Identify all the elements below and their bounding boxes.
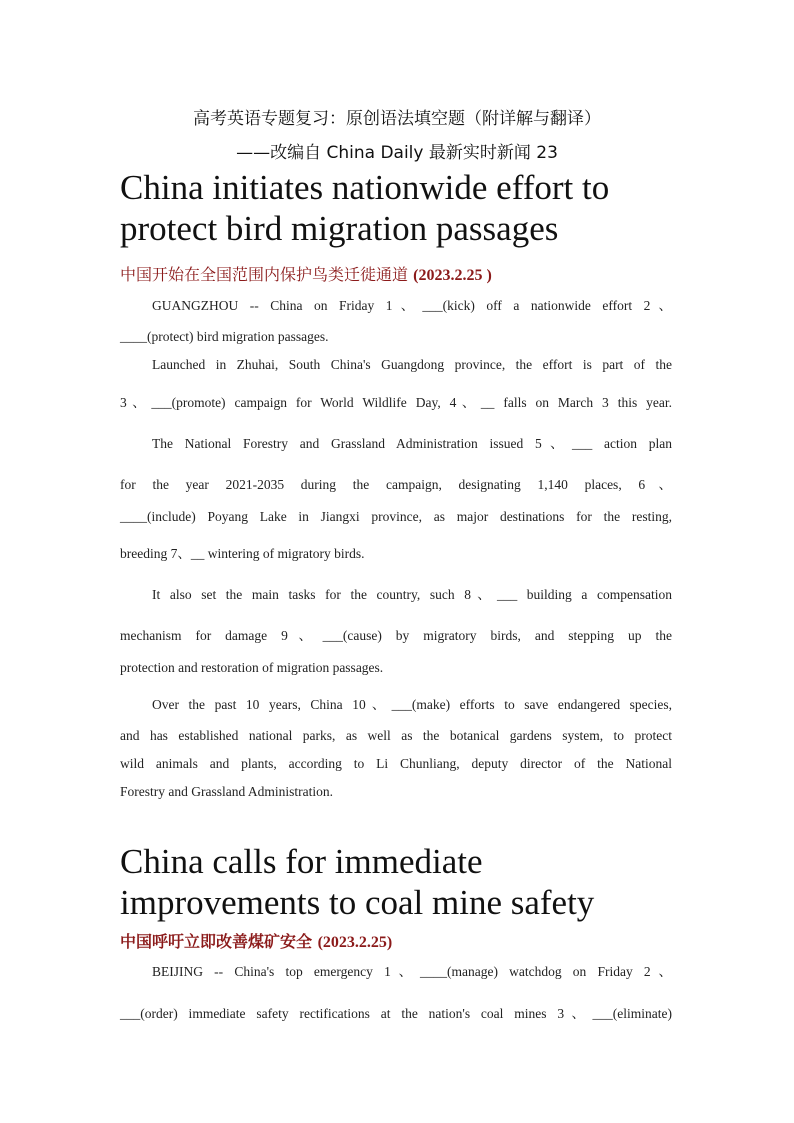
article1-line: Launched in Zhuhai, South China's Guangdong province, the effort is part of the bbox=[152, 357, 672, 372]
doc-header-subtitle: ——改编自 China Daily 最新实时新闻 23 bbox=[236, 143, 558, 163]
article1-line: ____(protect) bird migration passages. bbox=[120, 329, 329, 344]
article2-cn-title bbox=[120, 929, 392, 952]
article1-line: protection and restoration of migration passages. bbox=[120, 660, 384, 675]
article2-cn-title-text: 中国呼吁立即改善煤矿安全 bbox=[120, 932, 313, 951]
article2-line: ___(order) immediate safety rectifications at the nation's coal mines 3、___(eliminate) bbox=[120, 1006, 672, 1021]
article1-line: GUANGZHOU -- China on Friday 1、___(kick) off a nationwide effort 2、 bbox=[152, 298, 672, 313]
article1-line: wild animals and plants, according to Li Chunliang, deputy director of the National bbox=[120, 756, 672, 771]
article1-line: The National Forestry and Grassland Administration issued 5、___ action plan bbox=[152, 436, 672, 451]
article1-headline-line2: protect bird migration passages bbox=[120, 209, 559, 248]
article1-line: It also set the main tasks for the country, such 8、___ building a compensation bbox=[152, 587, 672, 602]
article1-date: (2023.2.25 ) bbox=[413, 267, 492, 284]
article1-cn-title-text: 中国开始在全国范围内保护鸟类迁徙通道 bbox=[120, 265, 409, 284]
article1-line: ____(include) Poyang Lake in Jiangxi province, as major destinations for the resting, bbox=[120, 509, 672, 524]
article2-headline-line2: improvements to coal mine safety bbox=[120, 883, 595, 922]
article1-line: Forestry and Grassland Administration. bbox=[120, 784, 333, 799]
article1-line: mechanism for damage 9、___(cause) by migratory birds, and stepping up the bbox=[120, 628, 672, 643]
article1-line: Over the past 10 years, China 10、___(make) efforts to save endangered species, bbox=[152, 697, 672, 712]
article1-headline-line1: China initiates nationwide effort to bbox=[120, 168, 610, 207]
article1-line: 3、___(promote) campaign for World Wildlife Day, 4、__ falls on March 3 this year. bbox=[120, 395, 672, 410]
article2-line: BEIJING -- China's top emergency 1、____(manage) watchdog on Friday 2、 bbox=[152, 964, 672, 979]
article1-line: and has established national parks, as well as the botanical gardens system, to protect bbox=[120, 728, 672, 743]
article1-cn-title bbox=[120, 262, 492, 285]
article2-date: (2023.2.25) bbox=[317, 934, 393, 951]
article1-line: for the year 2021-2035 during the campaign, designating 1,140 places, 6、 bbox=[120, 477, 672, 492]
doc-header-title: 高考英语专题复习：原创语法填空题（附详解与翻译） bbox=[193, 109, 601, 129]
article2-headline-line1: China calls for immediate bbox=[120, 842, 483, 881]
article1-line: breeding 7、__ wintering of migratory birds. bbox=[120, 546, 365, 561]
